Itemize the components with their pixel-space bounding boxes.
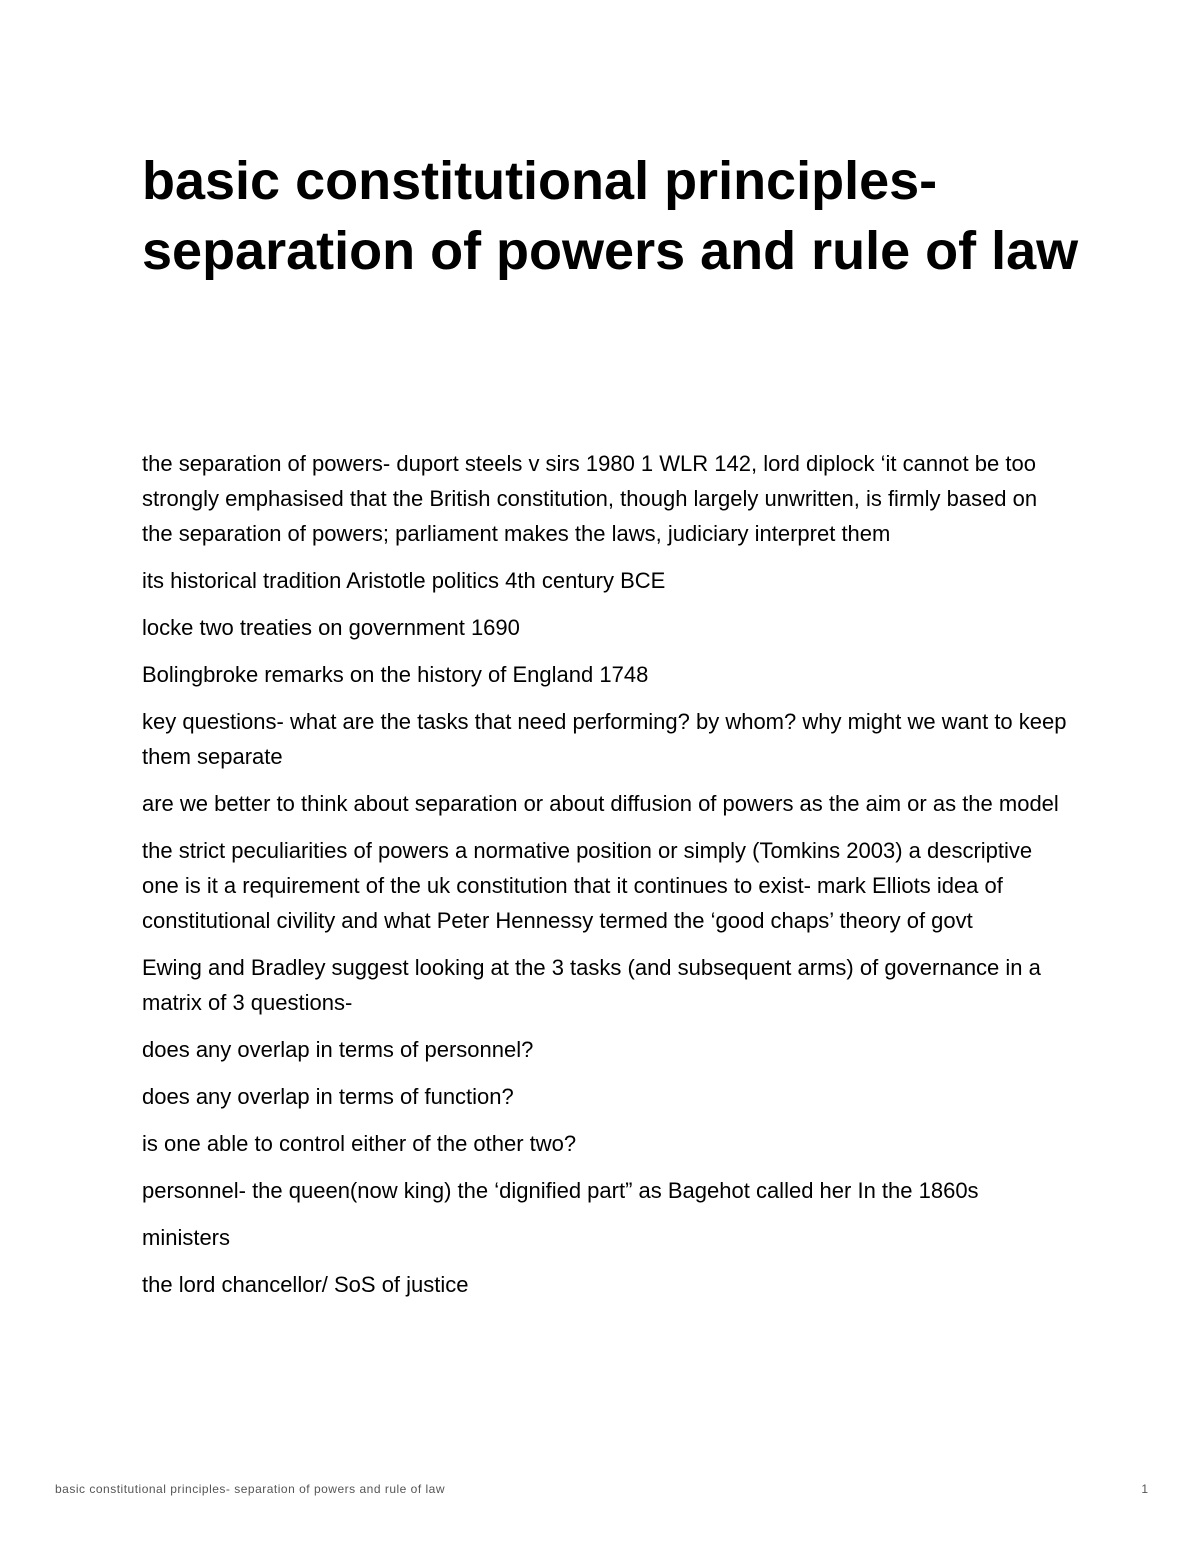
page-number: 1	[1141, 1482, 1148, 1496]
paragraph: are we better to think about separation or about diffusion of powers as the aim or as the model	[142, 791, 1059, 816]
paragraph: ministers	[142, 1225, 231, 1250]
document-title: basic constitutional principles- separation of powers and rule of law	[142, 151, 1079, 281]
paragraph: does any overlap in terms of personnel?	[142, 1037, 534, 1062]
paragraph: Ewing and Bradley suggest looking at the 3 tasks (and subsequent arms) of governance in a matrix of 3 questions-	[142, 955, 1041, 1015]
paragraph: personnel- the queen(now king) the ‘dignified part” as Bagehot called her In the 1860s	[142, 1178, 979, 1203]
paragraph: its historical tradition Aristotle politics 4th century BCE	[142, 568, 666, 593]
paragraph: is one able to control either of the other two?	[142, 1131, 577, 1156]
footer-title: basic constitutional principles- separation of powers and rule of law	[55, 1482, 446, 1496]
paragraph: Bolingbroke remarks on the history of England 1748	[142, 662, 649, 687]
paragraph: does any overlap in terms of function?	[142, 1084, 514, 1109]
paragraph: the strict peculiarities of powers a normative position or simply (Tomkins 2003) a descriptive one is it a requirement of the uk constitution that it continues to exist- mark Elliots idea of constitutional civility and what Peter Hennessy termed the ‘good chaps’ theory of govt	[142, 838, 1033, 933]
document-body	[142, 446, 1072, 1314]
paragraph: the lord chancellor/ SoS of justice	[142, 1272, 469, 1297]
paragraph: key questions- what are the tasks that need performing? by whom? why might we want to keep them separate	[142, 709, 1067, 769]
paragraph: locke two treaties on government 1690	[142, 615, 520, 640]
paragraph: the separation of powers- duport steels v sirs 1980 1 WLR 142, lord diplock ‘it cannot be too strongly emphasised that the British constitution, though largely unwritten, is firmly based on the separation of powers; parliament makes the laws, judiciary interpret them	[142, 451, 1038, 546]
